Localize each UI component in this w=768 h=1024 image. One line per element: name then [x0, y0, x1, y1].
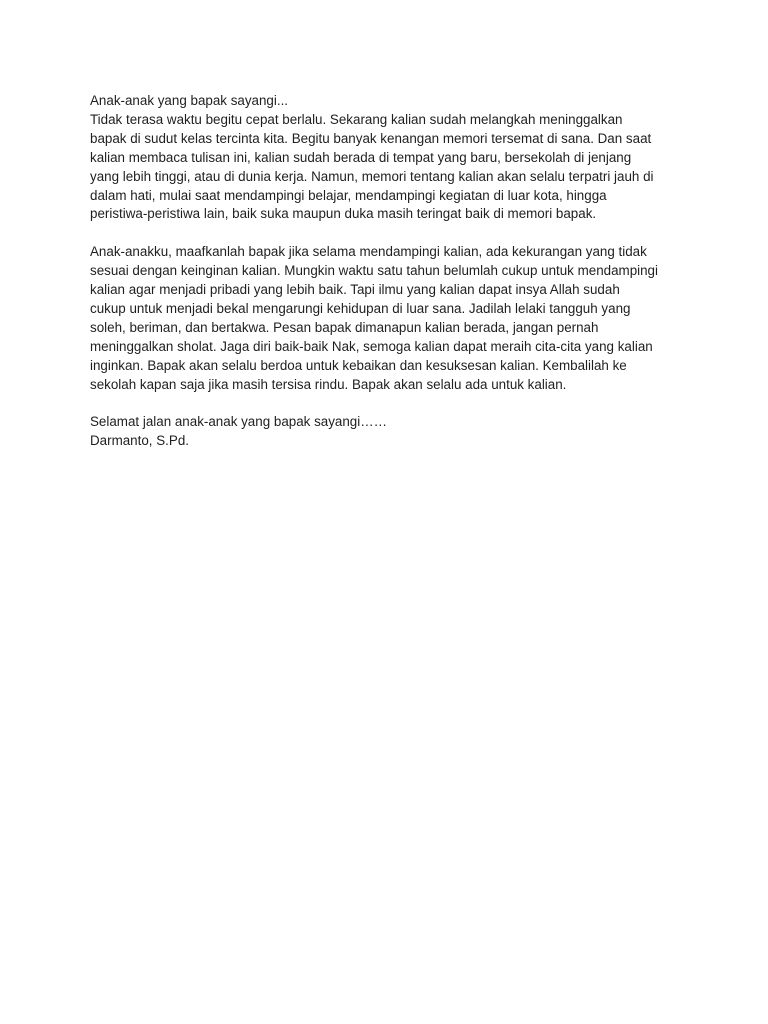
- paragraph-1-line: dalam hati, mulai saat mendampingi belajar, mendampingi kegiatan di luar kota, hingga: [90, 187, 607, 203]
- paragraph-2-line: meninggalkan sholat. Jaga diri baik-baik Nak, semoga kalian dapat meraih cita-cita yang kalian: [90, 338, 653, 354]
- paragraph-2-line: kalian agar menjadi pribadi yang lebih baik. Tapi ilmu yang kalian dapat insya Allah sudah: [90, 282, 620, 298]
- letter-body: [90, 92, 690, 451]
- letter-signature: Darmanto, S.Pd.: [90, 433, 189, 449]
- letter-greeting: Anak-anak yang bapak sayangi...: [90, 93, 289, 108]
- paragraph-1: [90, 111, 690, 224]
- paragraph-1-line: yang lebih tinggi, atau di dunia kerja. Namun, memori tentang kalian akan selalu terpatri jauh di: [90, 168, 654, 184]
- paragraph-spacer: [90, 394, 690, 413]
- paragraph-2-line: sekolah kapan saja jika masih tersisa rindu. Bapak akan selalu ada untuk kalian.: [90, 376, 567, 392]
- paragraph-2-line: inginkan. Bapak akan selalu berdoa untuk kebaikan dan kesuksesan kalian. Kembalilah ke: [90, 357, 627, 373]
- paragraph-1-line: bapak di sudut kelas tercinta kita. Begitu banyak kenangan memori tersemat di sana. Dan saat: [90, 130, 652, 146]
- paragraph-1-line: Tidak terasa waktu begitu cepat berlalu. Sekarang kalian sudah melangkah meninggalkan: [90, 111, 623, 127]
- paragraph-2-line: soleh, beriman, dan bertakwa. Pesan bapak dimanapun kalian berada, jangan pernah: [90, 319, 599, 335]
- paragraph-2-line: Anak-anakku, maafkanlah bapak jika selama mendampingi kalian, ada kekurangan yang tidak: [90, 244, 647, 260]
- paragraph-1-line: kalian membaca tulisan ini, kalian sudah berada di tempat yang baru, bersekolah di jenjang: [90, 149, 632, 165]
- paragraph-2: [90, 243, 690, 394]
- paragraph-2-line: sesuai dengan keinginan kalian. Mungkin waktu satu tahun belumlah cukup untuk mendampingi: [90, 263, 658, 279]
- paragraph-1-line: peristiwa-peristiwa lain, baik suka maupun duka masih teringat baik di memori bapak.: [90, 206, 597, 222]
- paragraph-spacer: [90, 224, 690, 243]
- paragraph-2-line: cukup untuk menjadi bekal mengarungi kehidupan di luar sana. Jadilah lelaki tangguh yang: [90, 300, 631, 316]
- letter-closing: Selamat jalan anak-anak yang bapak sayangi……: [90, 414, 388, 430]
